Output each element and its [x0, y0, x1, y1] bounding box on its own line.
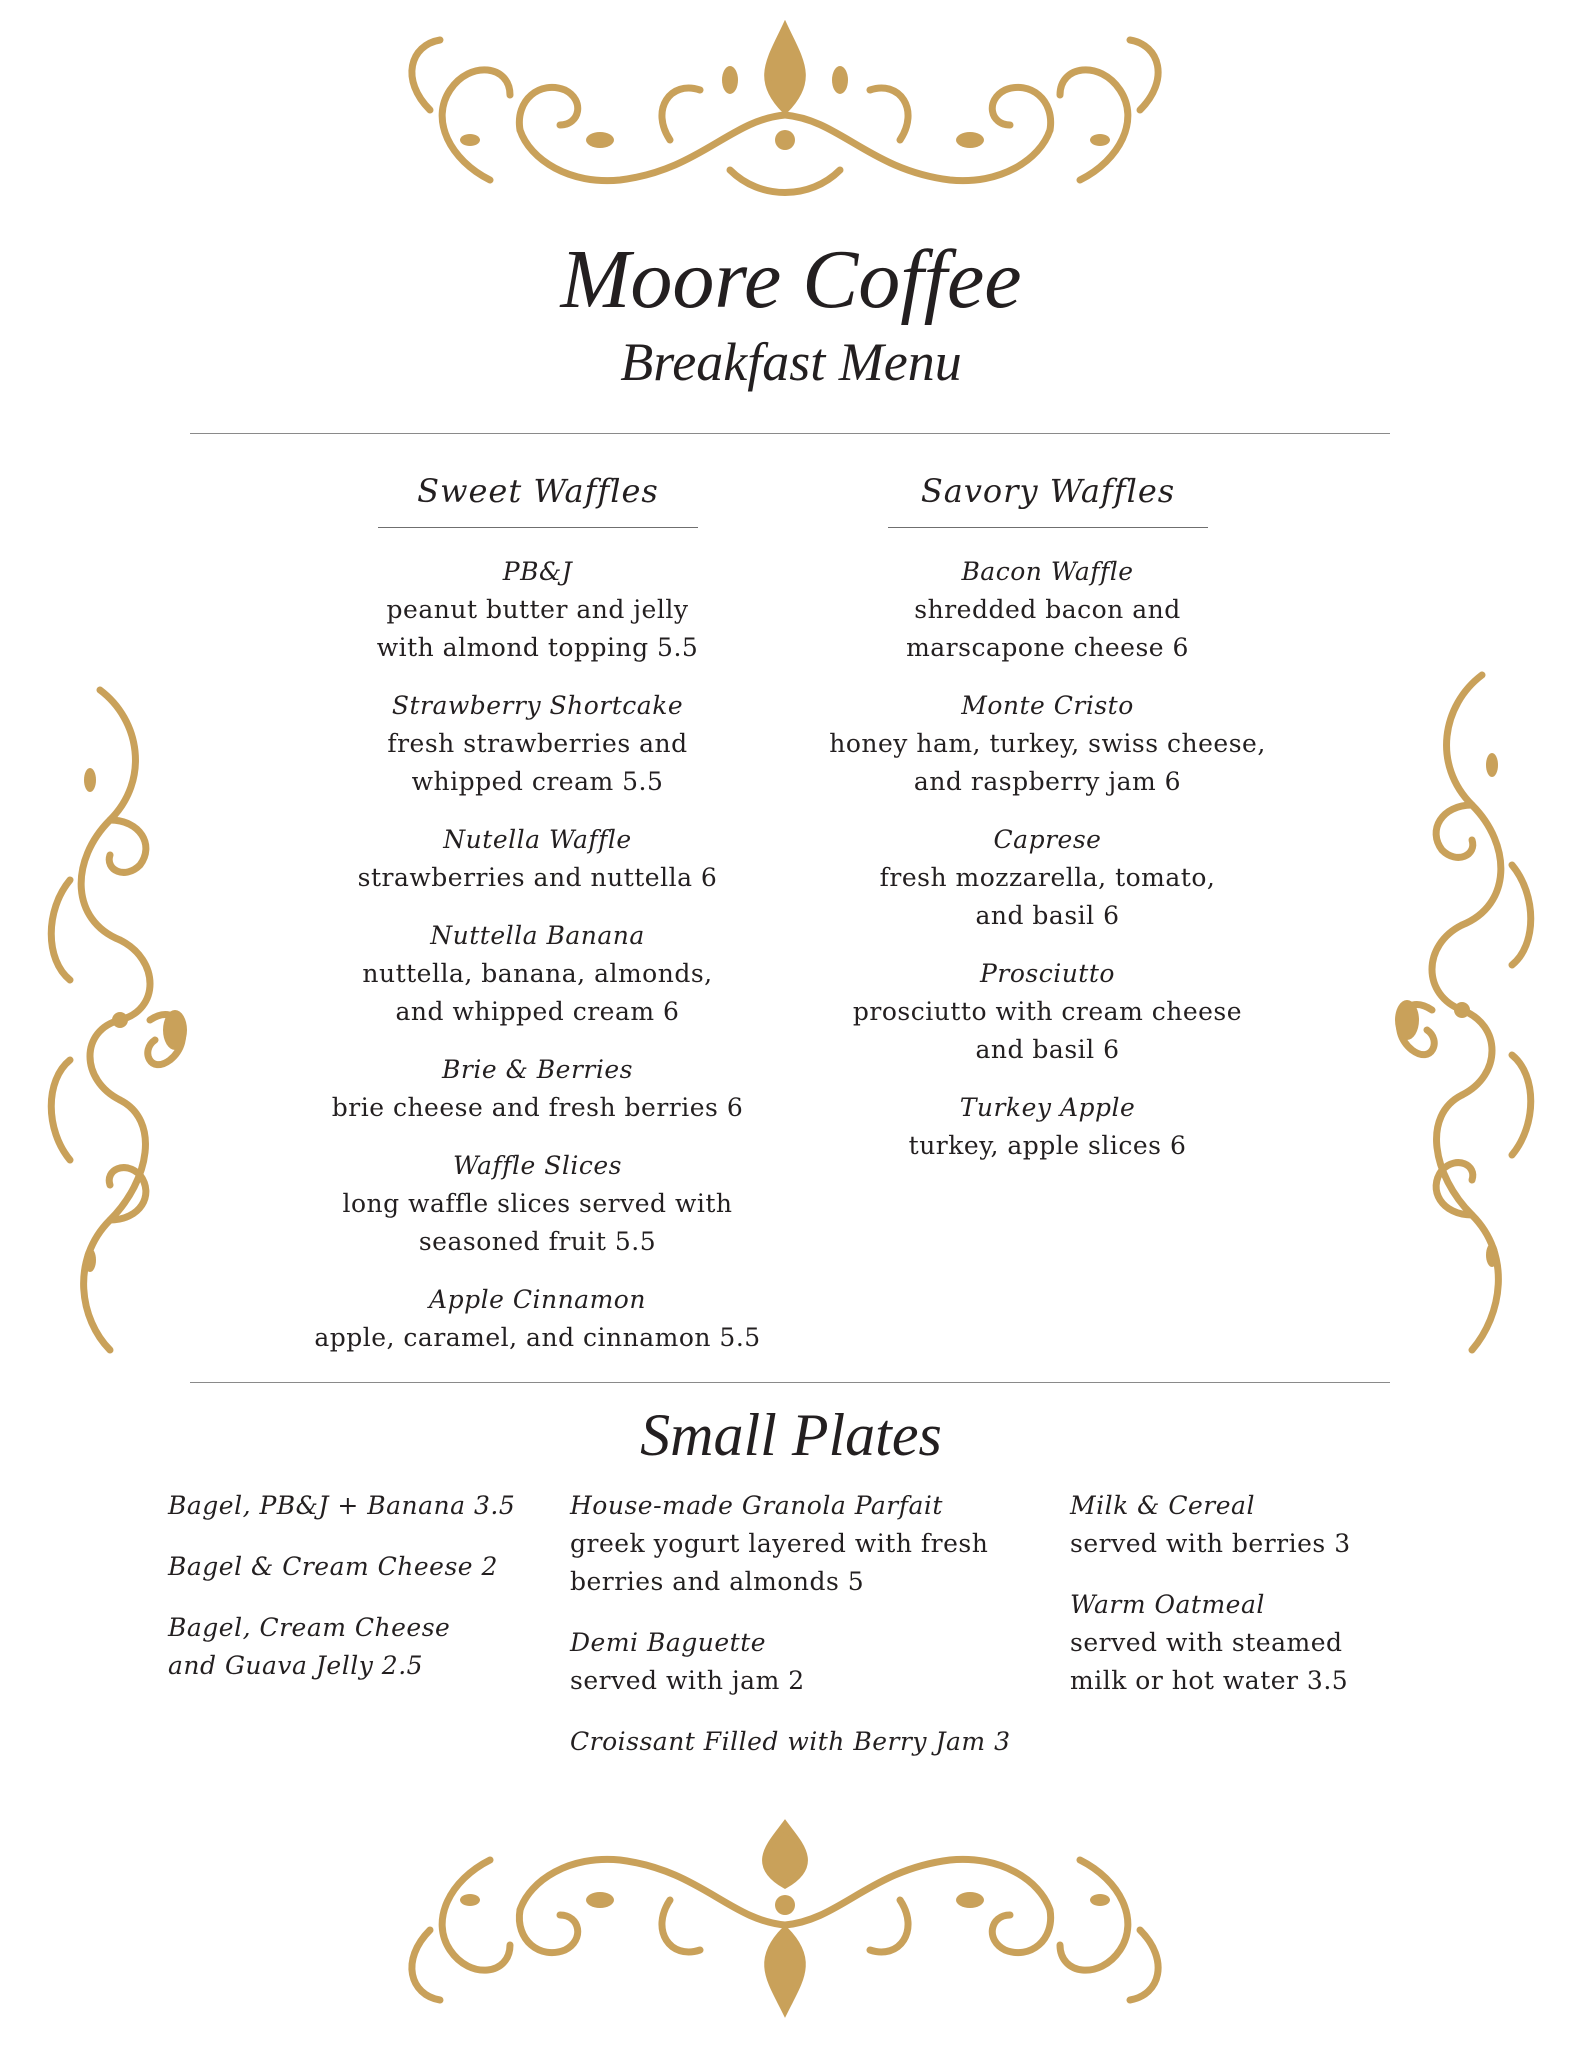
- item-desc: fresh mozzarella, tomato,: [879, 863, 1216, 892]
- item-name: Waffle Slices: [453, 1151, 622, 1180]
- top-flourish-ornament: [370, 20, 1200, 220]
- item-name: Bagel, PB&J + Banana 3.5: [168, 1491, 516, 1520]
- item-desc: honey ham, turkey, swiss cheese,: [829, 729, 1266, 758]
- item-name: Prosciutto: [980, 959, 1115, 988]
- item-name: Nutella Waffle: [443, 825, 632, 854]
- small-plates-heading: Small Plates: [640, 1402, 942, 1468]
- item-name: Strawberry Shortcake: [391, 691, 684, 720]
- savory-waffles-heading: Savory Waffles: [920, 472, 1176, 510]
- menu-item: [800, 553, 1295, 667]
- item-desc: and whipped cream 6: [395, 997, 680, 1026]
- item-name: Warm Oatmeal: [1070, 1590, 1265, 1619]
- item-desc: strawberries and nuttella 6: [357, 863, 718, 892]
- small-plates-col-1: [168, 1487, 548, 1708]
- menu-item: [800, 955, 1295, 1069]
- item-desc: served with berries 3: [1070, 1529, 1351, 1558]
- menu-item: [168, 1548, 548, 1586]
- menu-item: [1070, 1586, 1430, 1700]
- item-desc: peanut butter and jelly: [386, 595, 689, 624]
- item-desc: and basil 6: [975, 1035, 1120, 1064]
- item-name: House-made Granola Parfait: [570, 1491, 943, 1520]
- item-name: Croissant Filled with Berry Jam 3: [570, 1727, 1011, 1756]
- item-name: Milk & Cereal: [1070, 1491, 1255, 1520]
- item-desc: served with jam 2: [570, 1666, 805, 1695]
- item-desc: brie cheese and fresh berries 6: [331, 1093, 744, 1122]
- sweet-waffles-heading: Sweet Waffles: [417, 472, 659, 510]
- item-name: Bacon Waffle: [961, 557, 1134, 586]
- item-desc: greek yogurt layered with fresh: [570, 1529, 989, 1558]
- item-desc: nuttella, banana, almonds,: [362, 959, 713, 988]
- item-desc: milk or hot water 3.5: [1070, 1666, 1349, 1695]
- item-name: Caprese: [993, 825, 1102, 854]
- item-desc: with almond topping 5.5: [376, 633, 699, 662]
- menu-item: [168, 1487, 548, 1525]
- item-name: Demi Baguette: [570, 1628, 767, 1657]
- sweet-heading-rule: [378, 527, 698, 528]
- menu-item: [168, 1609, 548, 1685]
- item-name: Bagel, Cream Cheese: [168, 1613, 451, 1642]
- item-desc: served with steamed: [1070, 1628, 1343, 1657]
- item-name: Turkey Apple: [959, 1093, 1136, 1122]
- small-plates-divider: [190, 1382, 1390, 1383]
- item-name: and Guava Jelly 2.5: [168, 1651, 424, 1680]
- item-desc: whipped cream 5.5: [411, 767, 664, 796]
- right-flourish-ornament: [1382, 665, 1552, 1360]
- menu-item: [800, 1089, 1295, 1165]
- menu-item: [570, 1723, 1040, 1761]
- item-desc: fresh strawberries and: [387, 729, 688, 758]
- item-desc: shredded bacon and: [914, 595, 1181, 624]
- menu-item: [290, 1147, 785, 1261]
- menu-subtitle: Breakfast Menu: [620, 332, 962, 392]
- savory-waffles-list: [800, 553, 1295, 1185]
- menu-item: [570, 1624, 1040, 1700]
- item-desc: prosciutto with cream cheese: [852, 997, 1243, 1026]
- item-desc: turkey, apple slices 6: [908, 1131, 1187, 1160]
- item-desc: apple, caramel, and cinnamon 5.5: [314, 1323, 761, 1352]
- header-divider: [190, 433, 1390, 434]
- menu-item: [570, 1487, 1040, 1601]
- menu-item: [800, 821, 1295, 935]
- menu-item: [800, 687, 1295, 801]
- menu-title: Moore Coffee: [560, 233, 1022, 326]
- item-desc: marscapone cheese 6: [906, 633, 1189, 662]
- item-name: Apple Cinnamon: [429, 1285, 646, 1314]
- menu-item: [290, 821, 785, 897]
- left-flourish-ornament: [30, 680, 200, 1360]
- bottom-flourish-ornament: [370, 1785, 1200, 2025]
- item-desc: seasoned fruit 5.5: [418, 1227, 657, 1256]
- menu-item: [1070, 1487, 1430, 1563]
- item-name: Bagel & Cream Cheese 2: [168, 1552, 498, 1581]
- menu-item: [290, 687, 785, 801]
- item-name: Brie & Berries: [442, 1055, 633, 1084]
- item-desc: and raspberry jam 6: [913, 767, 1182, 796]
- item-desc: and basil 6: [975, 901, 1120, 930]
- small-plates-col-2: [570, 1487, 1040, 1784]
- small-plates-col-3: [1070, 1487, 1430, 1723]
- menu-item: [290, 1281, 785, 1357]
- item-name: PB&J: [502, 557, 573, 586]
- menu-item: [290, 1051, 785, 1127]
- sweet-waffles-list: [290, 553, 785, 1377]
- savory-heading-rule: [888, 527, 1208, 528]
- menu-item: [290, 917, 785, 1031]
- menu-item: [290, 553, 785, 667]
- item-desc: long waffle slices served with: [342, 1189, 733, 1218]
- item-name: Monte Cristo: [961, 691, 1134, 720]
- item-desc: berries and almonds 5: [570, 1567, 865, 1596]
- item-name: Nuttella Banana: [430, 921, 645, 950]
